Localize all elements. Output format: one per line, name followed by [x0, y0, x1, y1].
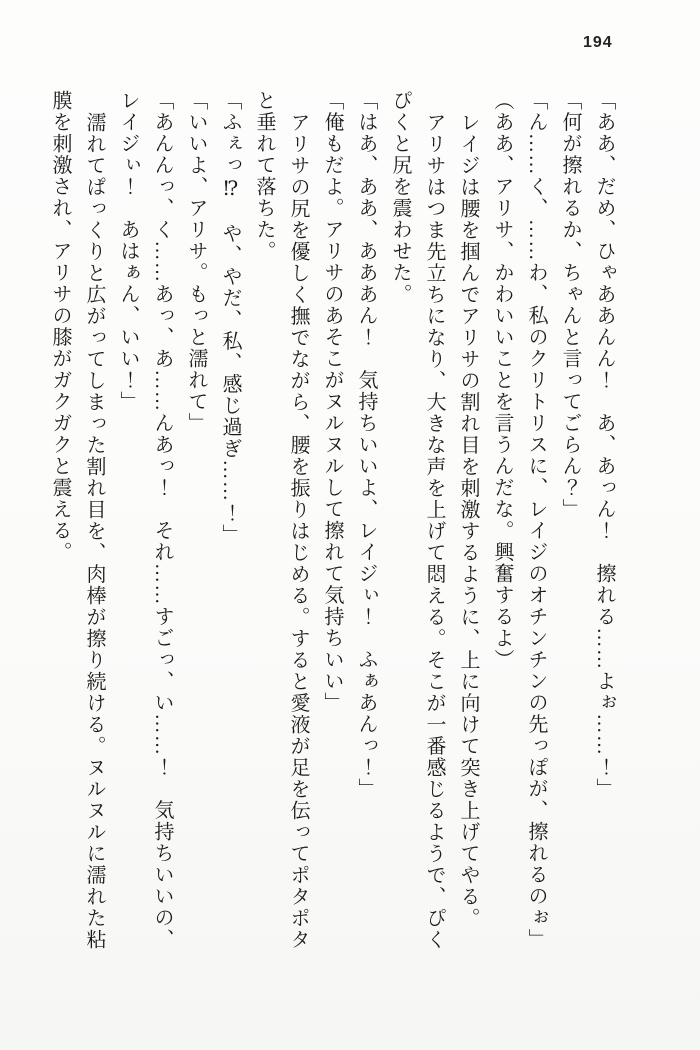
thought-line: （ああ、アリサ、かわいいことを言うんだな。興奮するよ）	[491, 90, 513, 671]
narrative-paragraph: アリサの尻を優しく撫でながら、腰を振りはじめる。すると愛液が足を伝ってポタポタと垂れて落ちた。	[253, 90, 309, 950]
dialogue-line: 「ああ、だめ、ひゃああんん！ あ、あっん！ 擦れる……よぉ……！」	[593, 90, 615, 800]
narrative-paragraph: アリサはつま先立ちになり、大きな声を上げて悶える。そこが一番感じるようで、ぴくぴくと尻を震わせた。	[389, 90, 445, 950]
narrative-paragraph: レイジは腰を掴んでアリサの割れ目を刺激するように、上に向けて突き上げてやる。	[457, 111, 479, 929]
dialogue-line: 「俺もだよ。アリサのあそこがヌルヌルして擦れて気持ちいい」	[321, 90, 343, 714]
vertical-text-block	[41, 90, 621, 964]
dialogue-line: 「ん……く、……わ、私のクリトリスに、レイジのオチンチンの先っぽが、擦れるのぉ」	[525, 90, 547, 950]
dialogue-line: 「あんんっ、く……あっ、あ……んあっ！ それ……すごっ、い……！ 気持ちいいの、レイジぃ！ あはぁん、いい！」	[117, 90, 173, 950]
dialogue-line: 「何が擦れるか、ちゃんと言ってごらん？」	[559, 90, 581, 520]
dialogue-line: 「はあ、ああ、あああん！ 気持ちいいよ、レイジぃ！ ふぁあんっ！」	[355, 90, 377, 800]
dialogue-line: 「ふぇっ⁉ や、やだ、私、感じ過ぎ……！」	[219, 90, 241, 546]
page-number: 194	[583, 34, 613, 51]
narrative-paragraph: 濡れてぱっくりと広がってしまった割れ目を、肉棒が擦り続ける。ヌルヌルに濡れた粘膜を刺激され、アリサの膝がガクガクと震える。	[49, 90, 105, 950]
dialogue-line: 「いいよ、アリサ。もっと濡れて」	[185, 90, 207, 434]
